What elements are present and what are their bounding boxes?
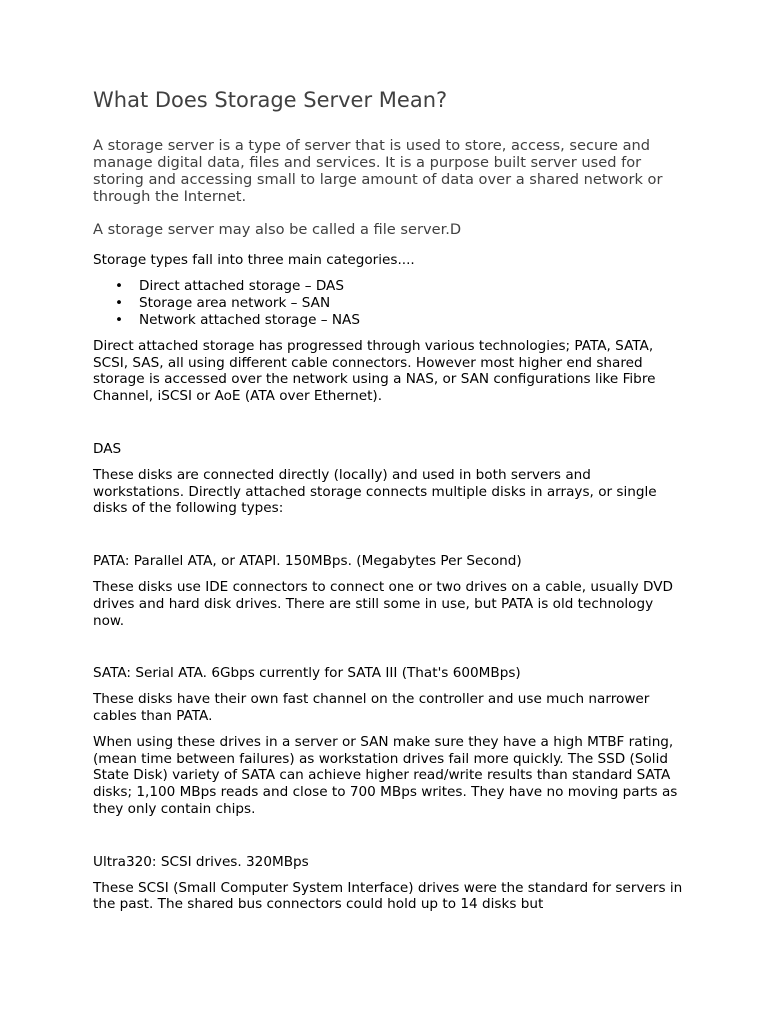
scsi-paragraph: These SCSI (Small Computer System Interface) drives were the standard for servers in the past. The shared bus connectors could hold up to 14 disks but (93, 879, 683, 913)
spacer (93, 827, 683, 854)
bullet-icon: • (115, 294, 124, 311)
list-item-text: Direct attached storage – DAS (139, 277, 344, 294)
categories-list (93, 278, 683, 329)
scsi-heading: Ultra320: SCSI drives. 320MBps (93, 853, 309, 870)
page-title: What Does Storage Server Mean? (93, 88, 448, 112)
intro-paragraph: A storage server is a type of server that is used to store, access, secure and manage digital data, files and services. It is a purpose built server used for storing and accessing small to large amount of data over a shared network or through the Internet. (93, 137, 663, 205)
categories-intro: Storage types fall into three main categories.... (93, 252, 415, 268)
spacer (93, 414, 683, 441)
spacer (93, 638, 683, 665)
pata-heading: PATA: Parallel ATA, or ATAPI. 150MBps. (Megabytes Per Second) (93, 553, 522, 570)
das-heading: DAS (93, 440, 122, 457)
pata-paragraph: These disks use IDE connectors to connect one or two drives on a cable, usually DVD drives and hard disk drives. There are still some in use, but PATA is old technology now. (93, 578, 673, 629)
list-item-text: Storage area network – SAN (139, 294, 331, 311)
document-page (93, 86, 683, 922)
alias-paragraph: A storage server may also be called a file server.D (93, 221, 462, 238)
das-overview-paragraph: Direct attached storage has progressed through various technologies; PATA, SATA, SCSI, SAS, all using different cable connectors. However most higher end shared storage is accessed over the network using a NAS, or SAN configurations like Fibre Channel, iSCSI or AoE (ATA over Ethernet). (93, 337, 656, 405)
sata-paragraph-2: When using these drives in a server or SAN make sure they have a high MTBF rating, (mean time between failures) as workstation drives fail more quickly. The SSD (Solid State Disk) variety of SATA can achieve higher read/write results than standard SATA disks; 1,100 MBps reads and close to 700 MBps writes. They have no moving parts as they only contain chips. (93, 733, 678, 817)
list-item (93, 312, 683, 329)
sata-paragraph-1: These disks have their own fast channel on the controller and use much narrower cables than PATA. (93, 691, 650, 724)
bullet-icon: • (115, 277, 124, 294)
list-item (93, 278, 683, 295)
bullet-icon: • (115, 311, 124, 328)
list-item-text: Network attached storage – NAS (139, 311, 360, 328)
das-paragraph: These disks are connected directly (locally) and used in both servers and workstations. Directly attached storage connects multiple disks in arrays, or single disks of the following types: (93, 466, 657, 517)
list-item (93, 295, 683, 312)
sata-heading: SATA: Serial ATA. 6Gbps currently for SATA III (That's 600MBps) (93, 665, 521, 682)
spacer (93, 526, 683, 553)
